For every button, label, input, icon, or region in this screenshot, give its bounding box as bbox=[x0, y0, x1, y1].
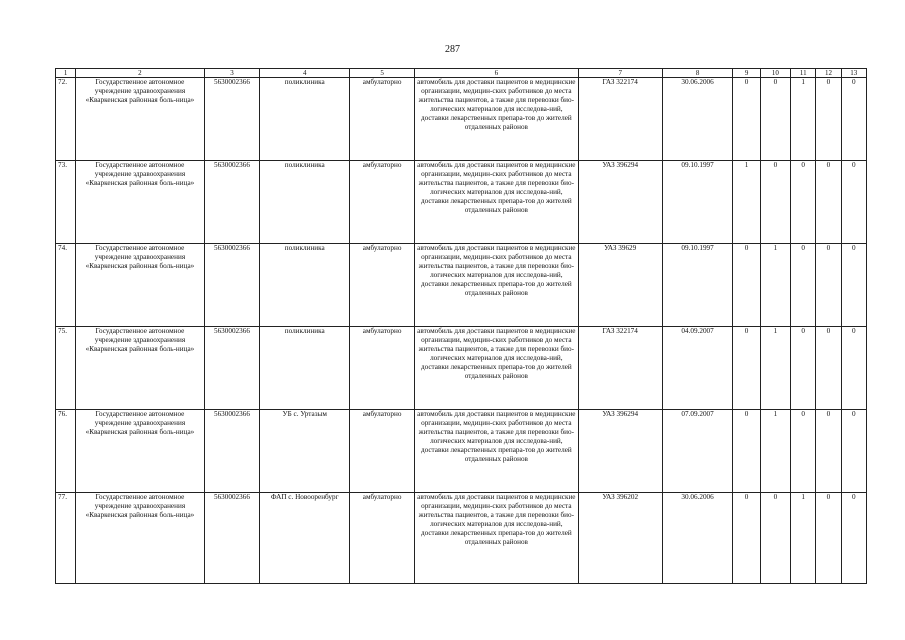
vehicle-model: УАЗ 396202 bbox=[578, 493, 662, 584]
column-header: 4 bbox=[260, 69, 350, 78]
value-col-12: 0 bbox=[816, 78, 841, 161]
column-header: 10 bbox=[760, 69, 790, 78]
inn-code: 5630002366 bbox=[204, 161, 260, 244]
table-row bbox=[56, 161, 867, 244]
organization-name: Государственное автономное учреждение здравоохранения «Кваркенская районная боль-ница» bbox=[76, 78, 204, 161]
registry-table bbox=[55, 68, 867, 584]
value-col-13: 0 bbox=[841, 244, 866, 327]
value-col-13: 0 bbox=[841, 493, 866, 584]
column-header: 6 bbox=[414, 69, 578, 78]
care-type: амбулаторно bbox=[350, 161, 415, 244]
row-number: 73. bbox=[56, 161, 76, 244]
care-type: амбулаторно bbox=[350, 493, 415, 584]
care-type: амбулаторно bbox=[350, 244, 415, 327]
inn-code: 5630002366 bbox=[204, 78, 260, 161]
value-col-9: 1 bbox=[733, 161, 760, 244]
vehicle-purpose: автомобиль для доставки пациентов в медицинские организации, медицин-ских работников до места жительства пациентов, а также для перевозки био-логических материалов для исследова-ний, доставки лекарственных препара-тов до жителей отдаленных районов bbox=[414, 244, 578, 327]
inn-code: 5630002366 bbox=[204, 327, 260, 410]
unit-name: поликлиника bbox=[260, 161, 350, 244]
care-type: амбулаторно bbox=[350, 410, 415, 493]
column-number-row bbox=[56, 69, 867, 78]
value-col-11: 0 bbox=[791, 410, 816, 493]
table-row bbox=[56, 244, 867, 327]
value-col-10: 0 bbox=[760, 161, 790, 244]
organization-name: Государственное автономное учреждение здравоохранения «Кваркенская районная боль-ница» bbox=[76, 327, 204, 410]
column-header: 3 bbox=[204, 69, 260, 78]
column-header: 9 bbox=[733, 69, 760, 78]
page-number: 287 bbox=[445, 44, 460, 55]
value-col-10: 0 bbox=[760, 493, 790, 584]
value-col-10: 1 bbox=[760, 244, 790, 327]
vehicle-model: ГАЗ 322174 bbox=[578, 78, 662, 161]
care-type: амбулаторно bbox=[350, 327, 415, 410]
value-col-12: 0 bbox=[816, 493, 841, 584]
inn-code: 5630002366 bbox=[204, 493, 260, 584]
value-col-10: 1 bbox=[760, 410, 790, 493]
care-type: амбулаторно bbox=[350, 78, 415, 161]
organization-name: Государственное автономное учреждение здравоохранения «Кваркенская районная боль-ница» bbox=[76, 161, 204, 244]
vehicle-model: УАЗ 396294 bbox=[578, 161, 662, 244]
row-number: 74. bbox=[56, 244, 76, 327]
value-col-10: 0 bbox=[760, 78, 790, 161]
unit-name: УБ с. Уртазым bbox=[260, 410, 350, 493]
column-header: 11 bbox=[791, 69, 816, 78]
column-header: 13 bbox=[841, 69, 866, 78]
column-header: 7 bbox=[578, 69, 662, 78]
table-row bbox=[56, 78, 867, 161]
date-value: 09.10.1997 bbox=[662, 161, 733, 244]
vehicle-purpose: автомобиль для доставки пациентов в медицинские организации, медицин-ских работников до места жительства пациентов, а также для перевозки био-логических материалов для исследова-ний, доставки лекарственных препара-тов до жителей отдаленных районов bbox=[414, 410, 578, 493]
vehicle-purpose: автомобиль для доставки пациентов в медицинские организации, медицин-ских работников до места жительства пациентов, а также для перевозки био-логических материалов для исследова-ний, доставки лекарственных препара-тов до жителей отдаленных районов bbox=[414, 493, 578, 584]
unit-name: поликлиника bbox=[260, 327, 350, 410]
column-header: 5 bbox=[350, 69, 415, 78]
value-col-9: 0 bbox=[733, 244, 760, 327]
column-header: 1 bbox=[56, 69, 76, 78]
column-header: 12 bbox=[816, 69, 841, 78]
value-col-13: 0 bbox=[841, 78, 866, 161]
vehicle-purpose: автомобиль для доставки пациентов в медицинские организации, медицин-ских работников до места жительства пациентов, а также для перевозки био-логических материалов для исследова-ний, доставки лекарственных препара-тов до жителей отдаленных районов bbox=[414, 78, 578, 161]
unit-name: поликлиника bbox=[260, 244, 350, 327]
value-col-9: 0 bbox=[733, 410, 760, 493]
inn-code: 5630002366 bbox=[204, 410, 260, 493]
organization-name: Государственное автономное учреждение здравоохранения «Кваркенская районная боль-ница» bbox=[76, 493, 204, 584]
value-col-13: 0 bbox=[841, 327, 866, 410]
vehicle-model: ГАЗ 322174 bbox=[578, 327, 662, 410]
value-col-12: 0 bbox=[816, 244, 841, 327]
row-number: 72. bbox=[56, 78, 76, 161]
value-col-12: 0 bbox=[816, 327, 841, 410]
row-number: 76. bbox=[56, 410, 76, 493]
unit-name: ФАП с. Новооренбург bbox=[260, 493, 350, 584]
value-col-9: 0 bbox=[733, 493, 760, 584]
value-col-11: 0 bbox=[791, 161, 816, 244]
vehicle-model: УАЗ 39629 bbox=[578, 244, 662, 327]
date-value: 09.10.1997 bbox=[662, 244, 733, 327]
date-value: 07.09.2007 bbox=[662, 410, 733, 493]
value-col-12: 0 bbox=[816, 161, 841, 244]
date-value: 30.06.2006 bbox=[662, 493, 733, 584]
table-row bbox=[56, 493, 867, 584]
value-col-13: 0 bbox=[841, 161, 866, 244]
column-header: 8 bbox=[662, 69, 733, 78]
row-number: 75. bbox=[56, 327, 76, 410]
date-value: 30.06.2006 bbox=[662, 78, 733, 161]
value-col-11: 0 bbox=[791, 327, 816, 410]
column-header: 2 bbox=[76, 69, 204, 78]
vehicle-model: УАЗ 396294 bbox=[578, 410, 662, 493]
value-col-9: 0 bbox=[733, 327, 760, 410]
vehicle-purpose: автомобиль для доставки пациентов в медицинские организации, медицин-ских работников до места жительства пациентов, а также для перевозки био-логических материалов для исследова-ний, доставки лекарственных препара-тов до жителей отдаленных районов bbox=[414, 327, 578, 410]
row-number: 77. bbox=[56, 493, 76, 584]
date-value: 04.09.2007 bbox=[662, 327, 733, 410]
organization-name: Государственное автономное учреждение здравоохранения «Кваркенская районная боль-ница» bbox=[76, 244, 204, 327]
table-row bbox=[56, 410, 867, 493]
value-col-12: 0 bbox=[816, 410, 841, 493]
vehicle-purpose: автомобиль для доставки пациентов в медицинские организации, медицин-ских работников до места жительства пациентов, а также для перевозки био-логических материалов для исследова-ний, доставки лекарственных препара-тов до жителей отдаленных районов bbox=[414, 161, 578, 244]
organization-name: Государственное автономное учреждение здравоохранения «Кваркенская районная боль-ница» bbox=[76, 410, 204, 493]
value-col-11: 0 bbox=[791, 244, 816, 327]
value-col-10: 1 bbox=[760, 327, 790, 410]
value-col-11: 1 bbox=[791, 493, 816, 584]
value-col-9: 0 bbox=[733, 78, 760, 161]
value-col-13: 0 bbox=[841, 410, 866, 493]
unit-name: поликлиника bbox=[260, 78, 350, 161]
value-col-11: 1 bbox=[791, 78, 816, 161]
table-row bbox=[56, 327, 867, 410]
inn-code: 5630002366 bbox=[204, 244, 260, 327]
